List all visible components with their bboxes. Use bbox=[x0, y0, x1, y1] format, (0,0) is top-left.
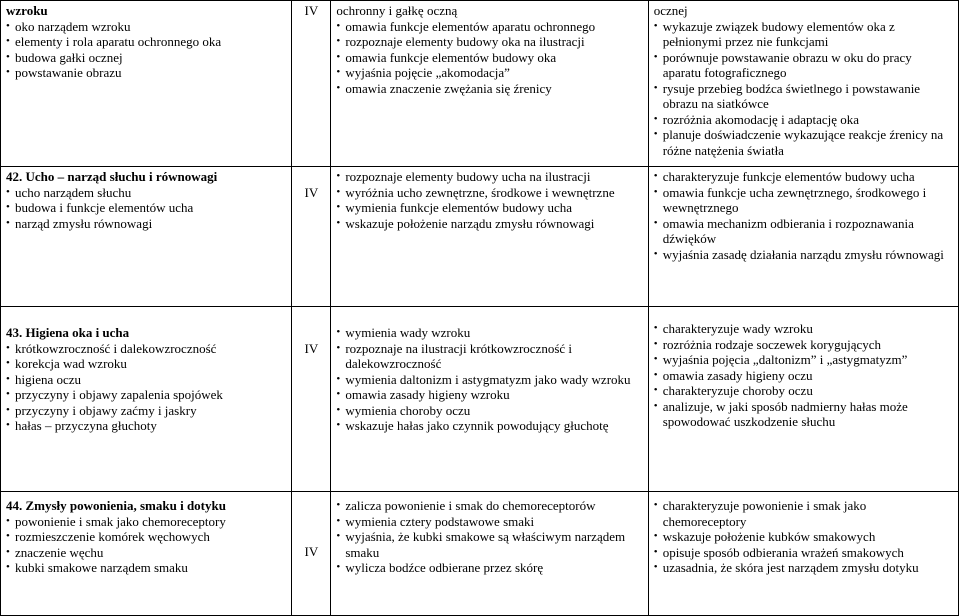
list-item: • przyczyny i objawy zapalenia spojówek bbox=[6, 387, 286, 403]
topic-cell bbox=[1, 492, 292, 616]
list-item: • charakteryzuje choroby oczu bbox=[654, 383, 953, 399]
topic-title: 42. Ucho – narząd słuchu i równowagi bbox=[6, 169, 218, 184]
list-item: • omawia zasady higieny wzroku bbox=[336, 387, 642, 403]
list-item: • wymienia daltonizm i astygmatyzm jako wady wzroku bbox=[336, 372, 642, 388]
extended-list bbox=[654, 498, 953, 576]
list-item: • wymienia cztery podstawowe smaki bbox=[336, 514, 642, 530]
extended-requirements-cell bbox=[648, 1, 958, 167]
list-item: • wyjaśnia pojęcia „daltonizm” i „astygmatyzm” bbox=[654, 352, 953, 368]
topic-title: wzroku bbox=[6, 3, 48, 18]
list-item-continuation: ochronny i gałkę oczną bbox=[336, 3, 458, 18]
list-item: • porównuje powstawanie obrazu w oku do pracy aparatu fotograficznego bbox=[654, 50, 953, 81]
list-item: • znaczenie węchu bbox=[6, 545, 286, 561]
list-item: • wylicza bodźce odbierane przez skórę bbox=[336, 560, 642, 576]
topic-title: 44. Zmysły powonienia, smaku i dotyku bbox=[6, 498, 226, 513]
list-item: • charakteryzuje powonienie i smak jako chemoreceptory bbox=[654, 498, 953, 529]
list-item: • elementy i rola aparatu ochronnego oka bbox=[6, 34, 286, 50]
list-item: • rozpoznaje elementy budowy oka na ilustracji bbox=[336, 34, 642, 50]
list-item: • rozróżnia akomodację i adaptację oka bbox=[654, 112, 953, 128]
list-item-continuation: ocznej bbox=[653, 3, 688, 18]
basic-list bbox=[336, 169, 642, 231]
list-item: • higiena oczu bbox=[6, 372, 286, 388]
grade-cell: IV bbox=[292, 307, 331, 492]
basic-list bbox=[336, 498, 642, 576]
list-item: • rozróżnia rodzaje soczewek korygujących bbox=[654, 337, 953, 353]
list-item: • charakteryzuje wady wzroku bbox=[654, 321, 953, 337]
list-item: • wskazuje położenie narządu zmysłu równowagi bbox=[336, 216, 642, 232]
list-item: • wskazuje położenie kubków smakowych bbox=[654, 529, 953, 545]
list-item: • analizuje, w jaki sposób nadmierny hałas może spowodować uszkodzenie słuchu bbox=[654, 399, 953, 430]
list-item: • korekcja wad wzroku bbox=[6, 356, 286, 372]
list-item: • wykazuje związek budowy elementów oka z pełnionymi przez nie funkcjami bbox=[654, 19, 953, 50]
list-item: • wymienia funkcje elementów budowy ucha bbox=[336, 200, 642, 216]
list-item: • przyczyny i objawy zaćmy i jaskry bbox=[6, 403, 286, 419]
list-item: • omawia zasady higieny oczu bbox=[654, 368, 953, 384]
list-item: • hałas – przyczyna głuchoty bbox=[6, 418, 286, 434]
table-row bbox=[1, 1, 959, 167]
extended-list bbox=[654, 3, 953, 158]
list-item: • ucho narządem słuchu bbox=[6, 185, 286, 201]
list-item: • rysuje przebieg bodźca świetlnego i powstawanie obrazu na siatkówce bbox=[654, 81, 953, 112]
table-row bbox=[1, 167, 959, 307]
list-item: • omawia znaczenie zwężania się źrenicy bbox=[336, 81, 642, 97]
topic-title: 43. Higiena oka i ucha bbox=[6, 325, 130, 340]
extended-list bbox=[654, 321, 953, 430]
list-item: • budowa i funkcje elementów ucha bbox=[6, 200, 286, 216]
list-item: • wyróżnia ucho zewnętrzne, środkowe i wewnętrzne bbox=[336, 185, 642, 201]
grade-cell: IV bbox=[292, 1, 331, 167]
list-item: • rozpoznaje na ilustracji krótkowzroczność i dalekowzroczność bbox=[336, 341, 642, 372]
topic-list bbox=[6, 341, 286, 434]
topic-list bbox=[6, 19, 286, 81]
topic-list bbox=[6, 514, 286, 576]
list-item: • powonienie i smak jako chemoreceptory bbox=[6, 514, 286, 530]
list-item: • wymienia choroby oczu bbox=[336, 403, 642, 419]
list-item: • uzasadnia, że skóra jest narządem zmysłu dotyku bbox=[654, 560, 953, 576]
topic-cell bbox=[1, 167, 292, 307]
basic-requirements-cell bbox=[331, 492, 648, 616]
table-row bbox=[1, 492, 959, 616]
extended-requirements-cell bbox=[648, 492, 958, 616]
list-item: • kubki smakowe narządem smaku bbox=[6, 560, 286, 576]
list-item: • omawia funkcje ucha zewnętrznego, środkowego i wewnętrznego bbox=[654, 185, 953, 216]
topic-list bbox=[6, 185, 286, 232]
topic-cell bbox=[1, 1, 292, 167]
grade-cell: IV bbox=[292, 167, 331, 307]
list-item: • omawia funkcje elementów budowy oka bbox=[336, 50, 642, 66]
list-item: • zalicza powonienie i smak do chemoreceptorów bbox=[336, 498, 642, 514]
list-item: • wskazuje hałas jako czynnik powodujący głuchotę bbox=[336, 418, 642, 434]
basic-list bbox=[336, 3, 642, 96]
list-item: • wyjaśnia zasadę działania narządu zmysłu równowagi bbox=[654, 247, 953, 263]
list-item: • narząd zmysłu równowagi bbox=[6, 216, 286, 232]
list-item: • krótkowzroczność i dalekowzroczność bbox=[6, 341, 286, 357]
list-item: • wyjaśnia, że kubki smakowe są właściwym narządem smaku bbox=[336, 529, 642, 560]
list-item: • wymienia wady wzroku bbox=[336, 325, 642, 341]
list-item: • powstawanie obrazu bbox=[6, 65, 286, 81]
extended-requirements-cell bbox=[648, 307, 958, 492]
list-item: • planuje doświadczenie wykazujące reakcje źrenicy na różne natężenia światła bbox=[654, 127, 953, 158]
list-item: • omawia mechanizm odbierania i rozpoznawania dźwięków bbox=[654, 216, 953, 247]
list-item: • rozpoznaje elementy budowy ucha na ilustracji bbox=[336, 169, 642, 185]
list-item: • rozmieszczenie komórek węchowych bbox=[6, 529, 286, 545]
list-item: • opisuje sposób odbierania wrażeń smakowych bbox=[654, 545, 953, 561]
extended-list bbox=[654, 169, 953, 262]
grade-cell: IV bbox=[292, 492, 331, 616]
list-item: • oko narządem wzroku bbox=[6, 19, 286, 35]
list-item: • omawia funkcje elementów aparatu ochronnego bbox=[336, 19, 642, 35]
basic-requirements-cell bbox=[331, 167, 648, 307]
table-row bbox=[1, 307, 959, 492]
basic-requirements-cell bbox=[331, 1, 648, 167]
extended-requirements-cell bbox=[648, 167, 958, 307]
list-item: • budowa gałki ocznej bbox=[6, 50, 286, 66]
topic-cell bbox=[1, 307, 292, 492]
basic-list bbox=[336, 325, 642, 434]
list-item: • wyjaśnia pojęcie „akomodacja” bbox=[336, 65, 642, 81]
basic-requirements-cell bbox=[331, 307, 648, 492]
list-item: • charakteryzuje funkcje elementów budowy ucha bbox=[654, 169, 953, 185]
